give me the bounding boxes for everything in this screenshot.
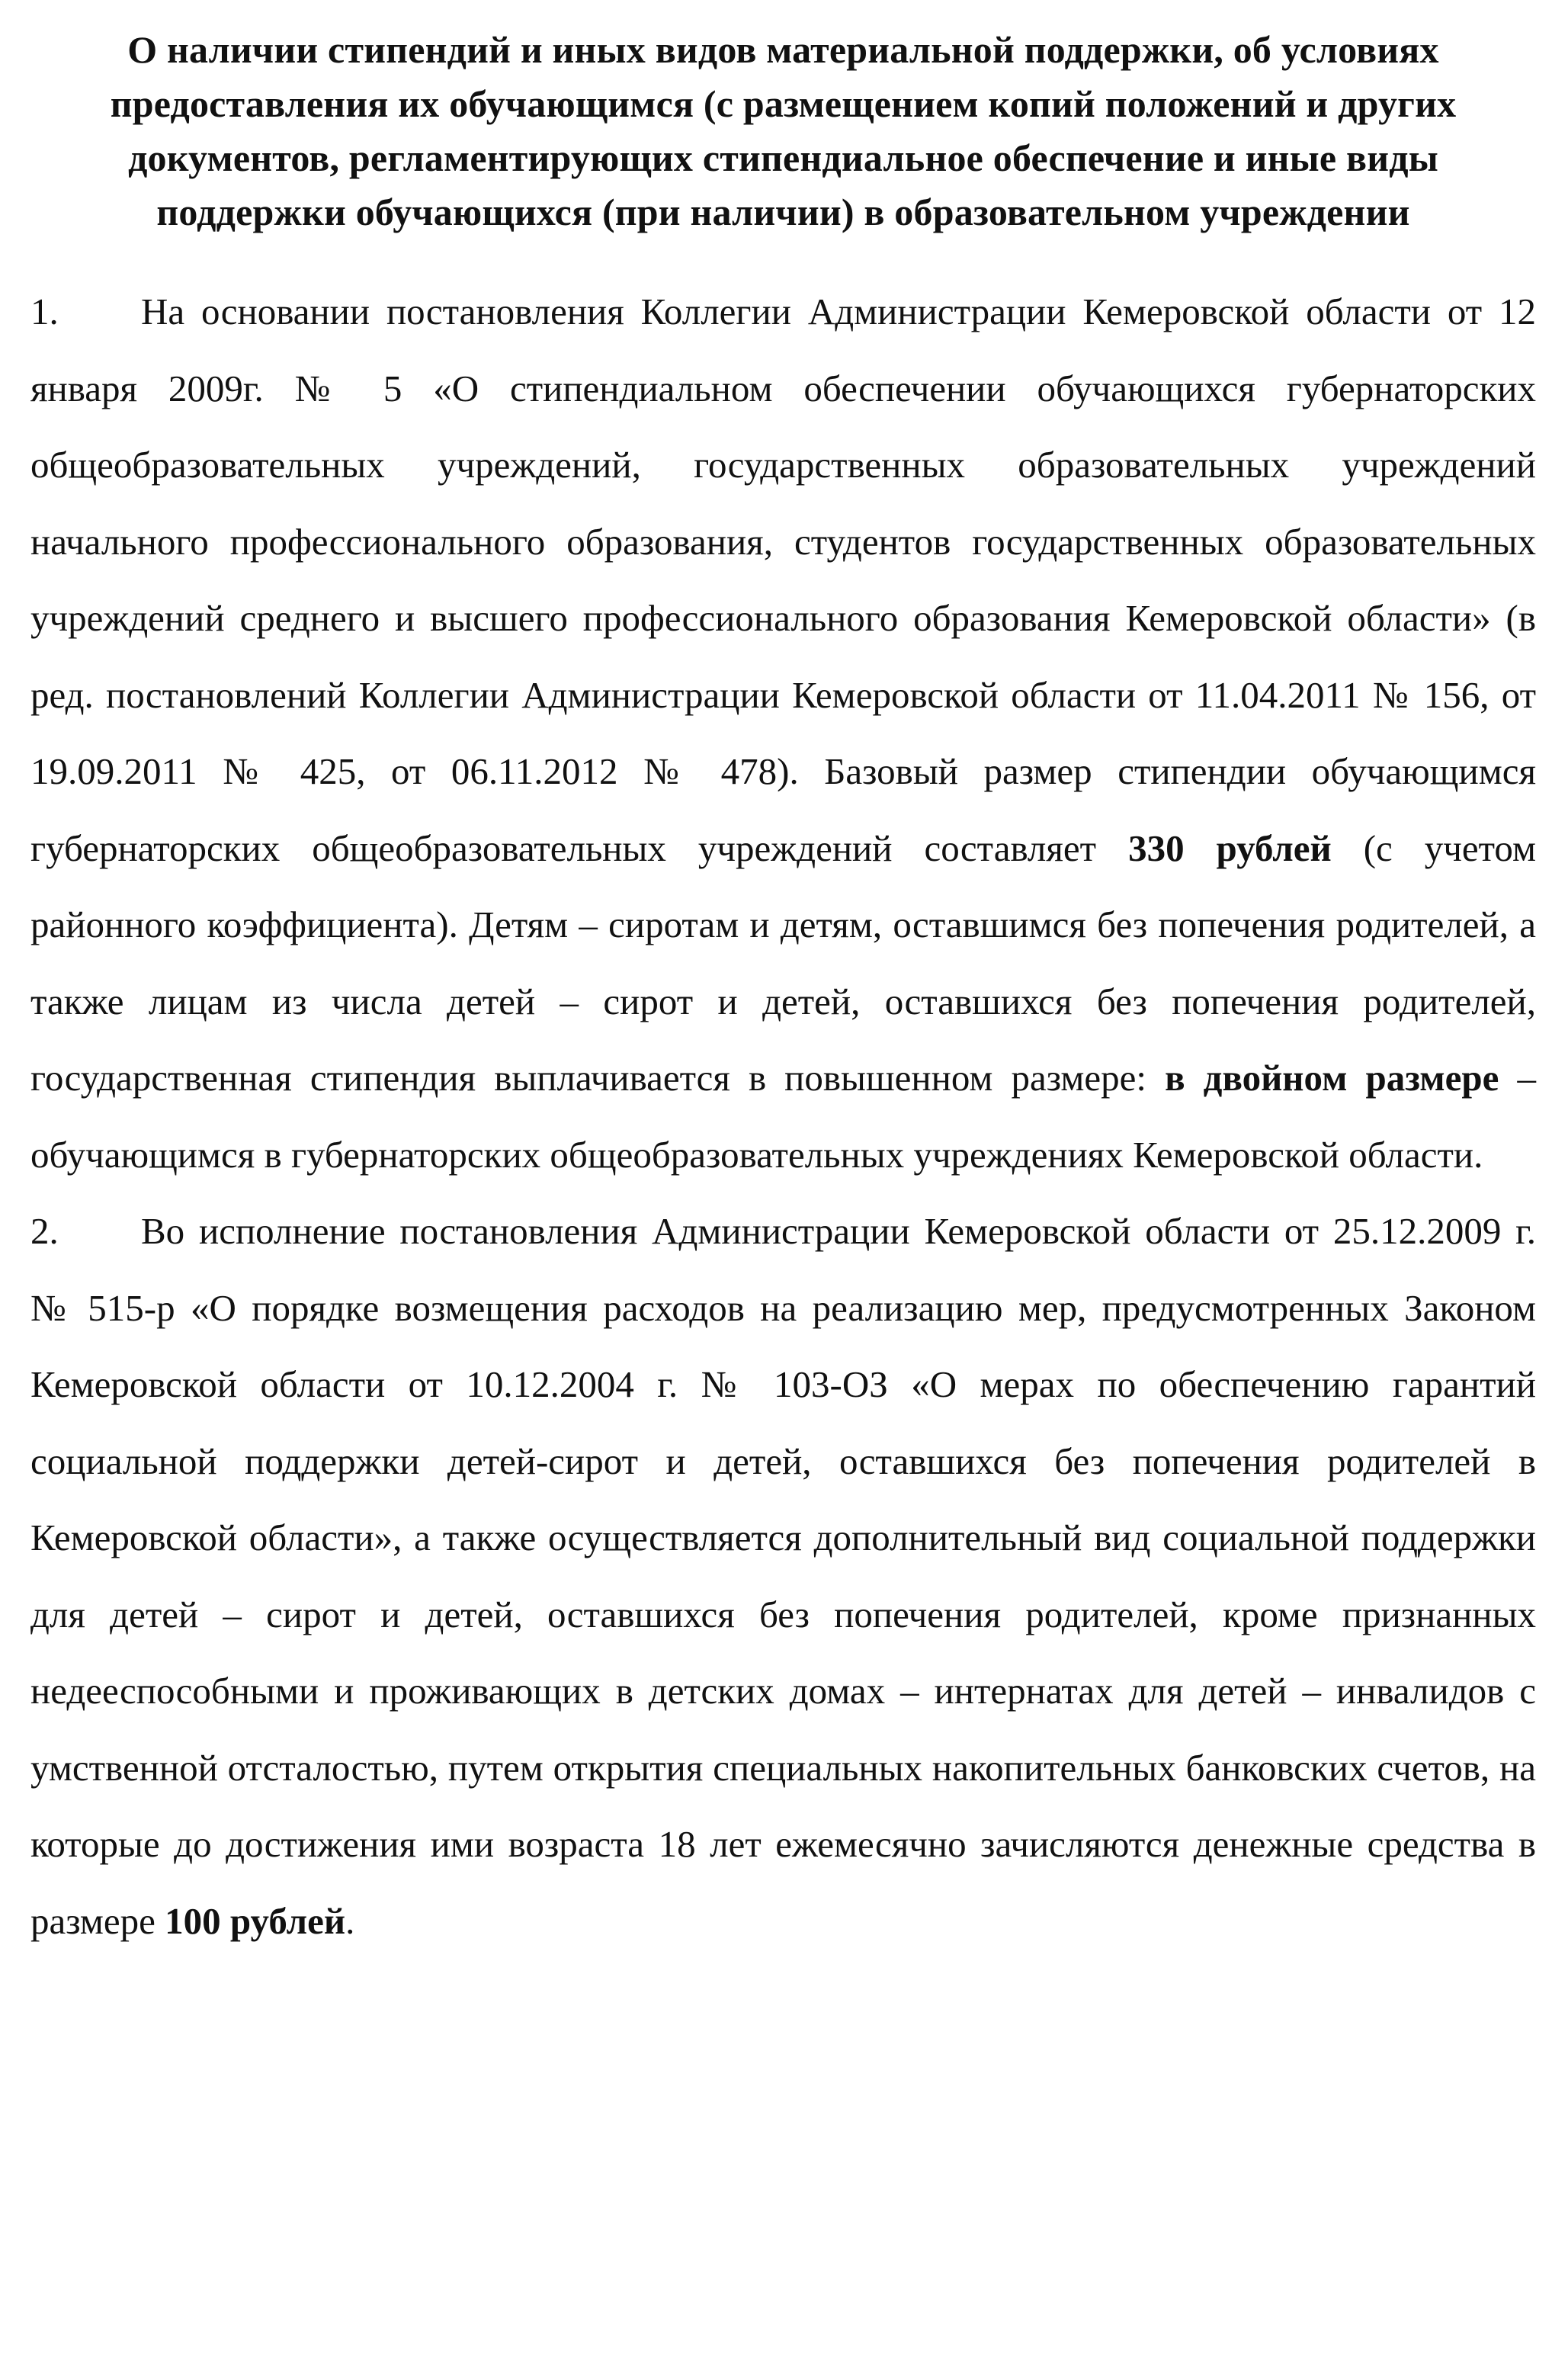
paragraph-1: [30, 274, 1536, 1193]
paragraph-2-bold-amount: 100 рублей: [165, 1899, 346, 1942]
paragraph-1-bold-double: в двойном размере: [1165, 1057, 1499, 1099]
paragraph-1-text-c: – обучающимся в губернаторских общеобразовательных учреждениях Кемеровской области.: [30, 1057, 1537, 1176]
paragraph-2: [30, 1193, 1536, 1959]
paragraph-2-text-b: .: [345, 1899, 355, 1942]
paragraph-1-text-b: (с учетом районного коэффициента). Детям – сиротам и детям, оставшимся без попечения родителей, а также лицам из числа детей – сирот и детей, оставшихся без попечения родителей, государственная стипендия выплачивается в повышенном размере:: [30, 826, 1536, 1099]
document-title: О наличии стипендий и иных видов материальной поддержки, об условиях предоставления их обучающимся (с размещением копий положений и других документов, регламентирующих стипендиальное обеспечение и иные виды поддержки обучающихся (при наличии) в образовательном учреждении: [110, 28, 1457, 233]
paragraph-1-number: 1.: [30, 290, 59, 332]
paragraph-2-number: 2.: [30, 1210, 59, 1252]
paragraph-1-text-a: На основании постановления Коллегии Администрации Кемеровской области от 12 января 2009г. № 5 «О стипендиальном обеспечении обучающихся губернаторских общеобразовательных учреждений, государственных образовательных учреждений начального профессионального образования, студентов государственных образовательных учреждений среднего и высшего профессионального образования Кемеровской области» (в ред. постановлений Коллегии Администрации Кемеровской области от 11.04.2011 № 156, от 19.09.2011 № 425, от 06.11.2012 № 478). Базовый размер стипендии обучающимся губернаторских общеобразовательных учреждений составляет: [30, 290, 1536, 869]
document-page: [30, 23, 1536, 1959]
paragraph-1-bold-amount: 330 рублей: [1128, 826, 1332, 869]
paragraph-2-text-a: Во исполнение постановления Администрации Кемеровской области от 25.12.2009 г. № 515-р «О порядке возмещения расходов на реализацию мер, предусмотренных Законом Кемеровской области от 10.12.2004 г. № 103-ОЗ «О мерах по обеспечению гарантий социальной поддержки детей-сирот и детей, оставшихся без попечения родителей в Кемеровской области», а также осуществляется дополнительный вид социальной поддержки для детей – сирот и детей, оставшихся без попечения родителей, кроме признанных недееспособными и проживающих в детских домах – интернатах для детей – инвалидов с умственной отсталостью, путем открытия специальных накопительных банковских счетов, на которые до достижения ими возраста 18 лет ежемесячно зачисляются денежные средства в размере: [30, 1210, 1536, 1942]
